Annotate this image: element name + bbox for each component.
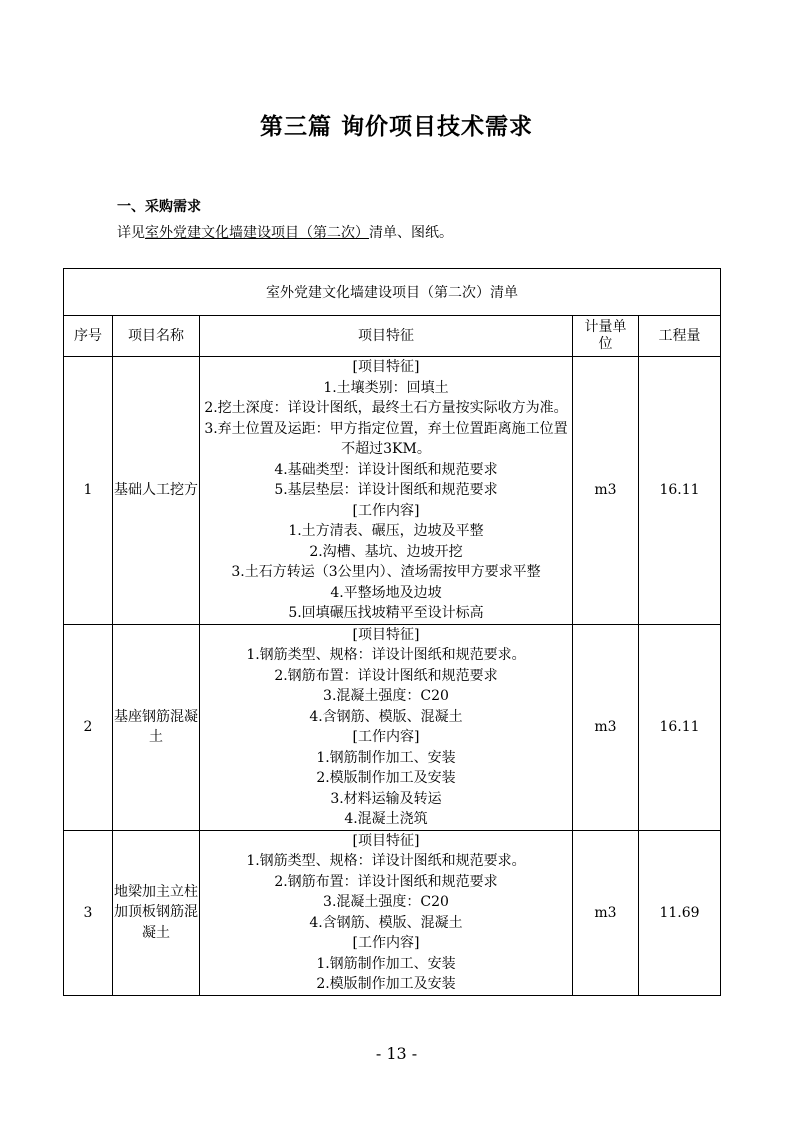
feature-line: 3.混凝土强度：C20: [323, 894, 449, 910]
feature-line: [工作内容]: [352, 935, 420, 951]
page-number: - 13 -: [375, 1044, 418, 1063]
feature-line: 1.钢筋制作加工、安装: [316, 749, 456, 766]
row-seq: 1: [64, 357, 113, 625]
feature-line: 3.材料运输及转运: [330, 790, 442, 807]
table-caption: 室外党建文化墙建设项目（第二次）清单: [64, 269, 721, 316]
feature-line: 4.混凝土浇筑: [344, 811, 428, 827]
row-seq: 2: [64, 624, 113, 830]
feature-line: 2.模版制作加工及安装: [316, 976, 456, 992]
row-name: 地梁加主立柱加顶板钢筋混凝土: [113, 830, 200, 995]
feature-line: 1.钢筋类型、规格：详设计图纸和规范要求。: [246, 647, 526, 663]
feature-line: 3.弃土位置及运距：甲方指定位置，弃土位置距离施工位置不超过3KM。: [204, 420, 568, 457]
feature-line: 2.钢筋布置：详设计图纸和规范要求: [274, 667, 498, 684]
row-qty: 11.69: [639, 830, 721, 995]
header-name: 项目名称: [113, 316, 200, 357]
row-qty: 16.11: [639, 357, 721, 625]
feature-line: 1.土壤类别：回填土: [323, 379, 449, 396]
feature-line: 4.平整场地及边坡: [330, 584, 442, 601]
intro-prefix: 详见: [117, 225, 145, 241]
feature-line: [工作内容]: [352, 502, 420, 519]
feature-line: 4.含钢筋、模版、混凝土: [309, 708, 463, 725]
bill-of-quantities-table: [63, 268, 721, 996]
feature-line: 3.土石方转运（3公里内）、渣场需按甲方要求平整: [231, 564, 541, 580]
table-row: [64, 357, 721, 625]
row-qty: 16.11: [639, 624, 721, 830]
feature-line: [项目特征]: [352, 359, 420, 375]
table-row: [64, 830, 721, 995]
feature-line: 1.土方清表、碾压，边坡及平整: [288, 523, 484, 539]
row-name: 基础人工挖方: [113, 357, 200, 625]
intro-suffix: 清单、图纸。: [369, 225, 453, 241]
feature-line: [项目特征]: [352, 626, 420, 643]
feature-line: 4.含钢筋、模版、混凝土: [309, 914, 463, 931]
row-unit: m3: [573, 830, 639, 995]
feature-line: 2.钢筋布置：详设计图纸和规范要求: [274, 873, 498, 890]
feature-line: 2.沟槽、基坑、边坡开挖: [309, 543, 463, 560]
section-heading: 一、采购需求: [117, 199, 201, 215]
feature-line: 2.挖土深度：详设计图纸，最终土石方量按实际收方为准。: [204, 400, 568, 416]
feature-line: [项目特征]: [352, 832, 420, 849]
page-title: 第三篇 询价项目技术需求: [259, 114, 533, 140]
feature-line: 5.回填碾压找坡精平至设计标高: [288, 605, 484, 621]
feature-line: 5.基层垫层：详设计图纸和规范要求: [274, 482, 498, 498]
feature-line: 4.基础类型：详设计图纸和规范要求: [274, 461, 498, 478]
header-qty: 工程量: [639, 316, 721, 357]
header-feature: 项目特征: [200, 316, 573, 357]
table-caption-row: [64, 269, 721, 316]
header-unit: 计量单位: [573, 316, 639, 357]
feature-line: [工作内容]: [352, 729, 420, 745]
row-name: 基座钢筋混凝土: [113, 624, 200, 830]
intro-project-link: 室外党建文化墙建设项目（第二次）: [145, 225, 369, 241]
row-unit: m3: [573, 624, 639, 830]
table-row: [64, 624, 721, 830]
feature-line: 3.混凝土强度：C20: [323, 688, 449, 704]
row-features: [200, 357, 573, 625]
feature-line: 1.钢筋类型、规格：详设计图纸和规范要求。: [246, 853, 526, 869]
row-unit: m3: [573, 357, 639, 625]
intro-paragraph: [117, 222, 453, 242]
feature-line: 2.模版制作加工及安装: [316, 770, 456, 786]
header-seq: 序号: [64, 316, 113, 357]
table-header-row: [64, 316, 721, 357]
row-seq: 3: [64, 830, 113, 995]
row-features: [200, 830, 573, 995]
row-features: [200, 624, 573, 830]
feature-line: 1.钢筋制作加工、安装: [316, 955, 456, 972]
